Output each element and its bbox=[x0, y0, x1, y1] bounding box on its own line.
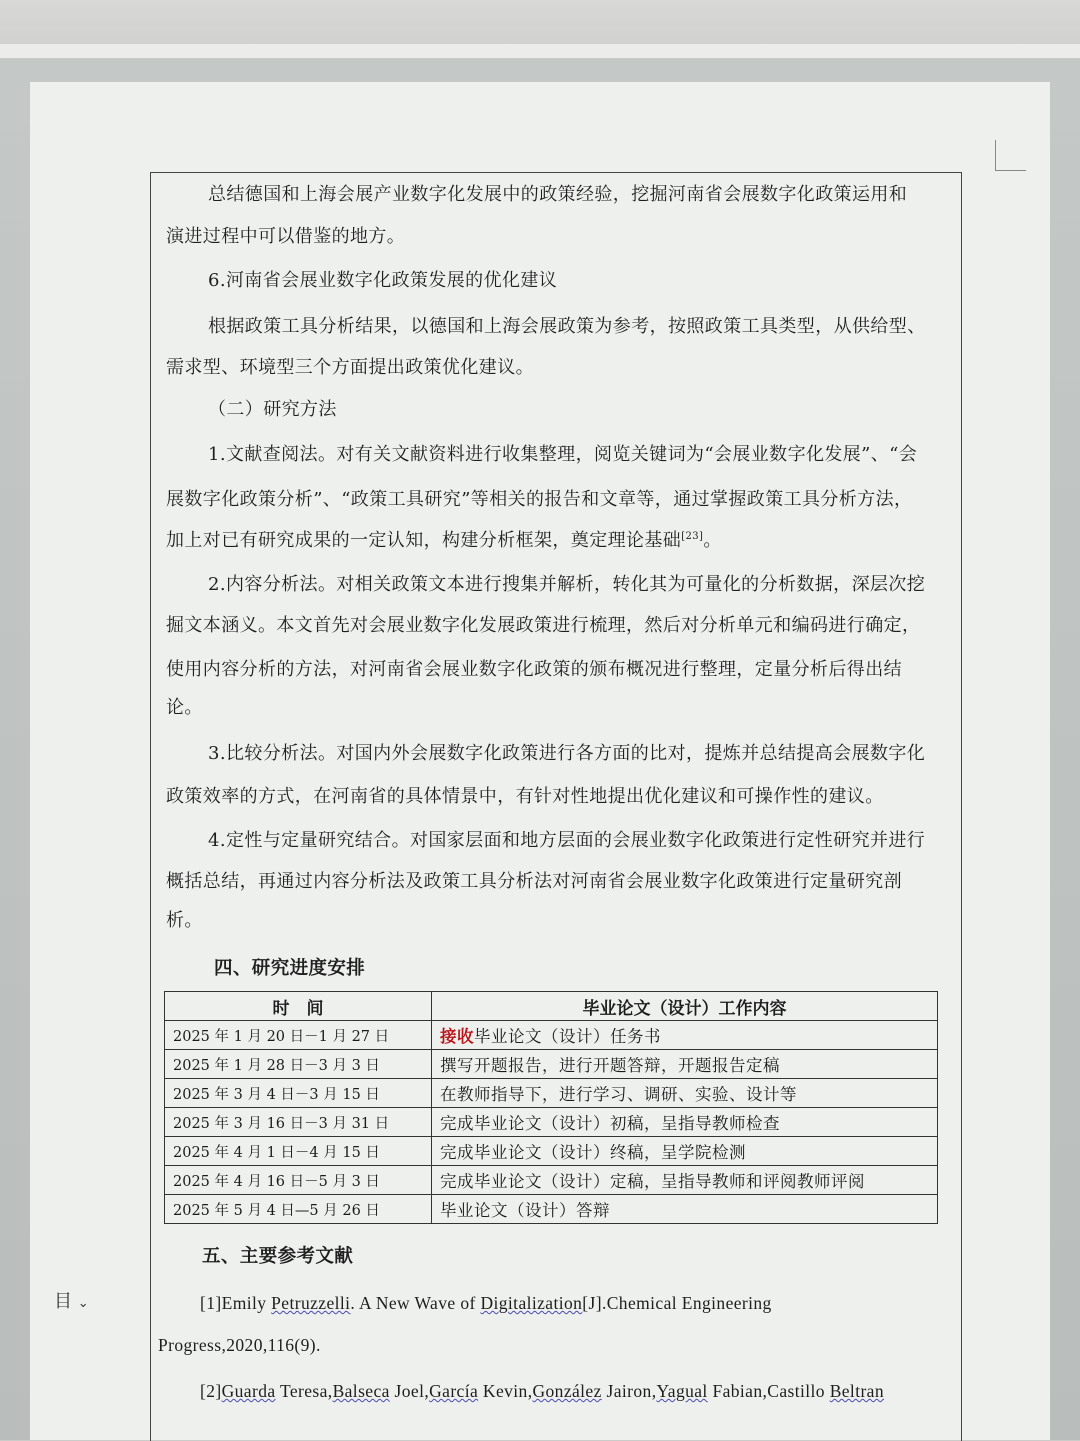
cell-time: 2025 年 1 月 28 日－3 月 3 日 bbox=[165, 1050, 432, 1079]
paragraph-line: 根据政策工具分析结果，以德国和上海会展政策为参考，按照政策工具类型，从供给型、 bbox=[208, 316, 926, 337]
citation-mark: [23] bbox=[681, 531, 704, 542]
reference-text: González bbox=[532, 1381, 602, 1401]
table-row bbox=[165, 1108, 938, 1137]
reference-text: Teresa, bbox=[275, 1381, 333, 1401]
cell-work: 毕业论文（设计）答辩 bbox=[432, 1195, 938, 1224]
subheading: 6.河南省会展业数字化政策发展的优化建议 bbox=[208, 270, 558, 291]
cell-time: 2025 年 3 月 16 日－3 月 31 日 bbox=[165, 1108, 432, 1137]
cell-work bbox=[432, 1021, 938, 1050]
paragraph-line bbox=[166, 526, 946, 552]
section-heading: 五、主要参考文献 bbox=[202, 1246, 354, 1267]
paragraph-line: 4.定性与定量研究结合。对国家层面和地方层面的会展业数字化政策进行定性研究并进行 bbox=[208, 830, 926, 851]
cell-work: 完成毕业论文（设计）初稿，呈指导教师检查 bbox=[432, 1108, 938, 1137]
paragraph-line: 论。 bbox=[166, 697, 203, 718]
subheading: （二）研究方法 bbox=[208, 399, 337, 420]
paragraph-text: 加上对已有研究成果的一定认知，构建分析框架，奠定理论基础 bbox=[166, 530, 682, 551]
section-heading: 四、研究进度安排 bbox=[214, 958, 366, 979]
reference-number: [1] bbox=[200, 1293, 222, 1313]
paragraph-line: 1.文献查阅法。对有关文献资料进行收集整理，阅览关键词为“会展业数字化发展”、“会 bbox=[208, 444, 918, 465]
monitor-bezel bbox=[0, 0, 1080, 58]
cell-time: 2025 年 3 月 4 日－3 月 15 日 bbox=[165, 1079, 432, 1108]
clipboard-icon: 目 bbox=[54, 1291, 72, 1312]
chevron-down-icon: ⌄ bbox=[77, 1296, 89, 1311]
reference-text: [J].Chemical Engineering bbox=[582, 1293, 772, 1313]
table-row bbox=[165, 1137, 938, 1166]
reference-text: Kevin, bbox=[478, 1381, 533, 1401]
cell-work: 完成毕业论文（设计）定稿，呈指导教师和评阅教师评阅 bbox=[432, 1166, 938, 1195]
reference-item[interactable] bbox=[166, 1293, 980, 1314]
reference-text: Emily bbox=[221, 1293, 272, 1313]
reference-text: Petruzzelli bbox=[271, 1293, 351, 1313]
cell-work: 完成毕业论文（设计）终稿，呈学院检测 bbox=[432, 1137, 938, 1166]
table-row bbox=[165, 1050, 938, 1079]
paragraph-line: 演进过程中可以借鉴的地方。 bbox=[166, 226, 406, 247]
paragraph-line: 析。 bbox=[166, 910, 203, 931]
paragraph-line: 概括总结，再通过内容分析法及政策工具分析法对河南省会展业数字化政策进行定量研究剖 bbox=[166, 871, 902, 892]
reference-text: Fabian,Castillo bbox=[707, 1381, 830, 1401]
paragraph-line: 使用内容分析的方法，对河南省会展业数字化政策的颁布概况进行整理，定量分析后得出结 bbox=[166, 659, 902, 680]
cell-time: 2025 年 4 月 1 日－4 月 15 日 bbox=[165, 1137, 432, 1166]
reference-text: . A New Wave of bbox=[350, 1293, 481, 1313]
paragraph-line: 政策效率的方式，在河南省的具体情景中，有针对性地提出优化建议和可操作性的建议。 bbox=[166, 786, 884, 807]
table-row bbox=[165, 1021, 938, 1050]
reference-text: Balseca bbox=[332, 1381, 390, 1401]
paragraph-line: 展数字化政策分析”、“政策工具研究”等相关的报告和文章等，通过掌握政策工具分析方法， bbox=[166, 489, 913, 510]
reference-item[interactable] bbox=[166, 1381, 980, 1402]
paragraph-line: 3.比较分析法。对国内外会展数字化政策进行各方面的比对，提炼并总结提高会展数字化 bbox=[208, 743, 926, 764]
reference-text: Yagual bbox=[656, 1381, 708, 1401]
reference-number: [2] bbox=[200, 1381, 222, 1401]
column-header-work: 毕业论文（设计）工作内容 bbox=[432, 992, 938, 1021]
table-row bbox=[165, 1195, 938, 1224]
table-row bbox=[165, 1079, 938, 1108]
table-header-row bbox=[165, 992, 938, 1021]
table-row bbox=[165, 1166, 938, 1195]
schedule-table bbox=[164, 991, 938, 1224]
paragraph-text: 。 bbox=[703, 530, 722, 551]
highlighted-text: 接收 bbox=[440, 1027, 474, 1046]
paragraph-line: 总结德国和上海会展产业数字化发展中的政策经验，挖掘河南省会展数字化政策运用和 bbox=[208, 184, 908, 205]
reference-text: Jairon, bbox=[601, 1381, 657, 1401]
page-corner-mark bbox=[995, 140, 1026, 171]
reference-text: Digitalization bbox=[480, 1293, 583, 1313]
cell-work: 撰写开题报告，进行开题答辩，开题报告定稿 bbox=[432, 1050, 938, 1079]
cell-time: 2025 年 4 月 16 日－5 月 3 日 bbox=[165, 1166, 432, 1195]
paragraph-line: 需求型、环境型三个方面提出政策优化建议。 bbox=[166, 357, 534, 378]
reference-text: Guarda bbox=[221, 1381, 276, 1401]
reference-continuation: Progress,2020,116(9). bbox=[158, 1335, 321, 1355]
paste-options-icon[interactable] bbox=[54, 1287, 89, 1313]
reference-text: Beltran bbox=[829, 1381, 884, 1401]
paragraph-line: 掘文本涵义。本文首先对会展业数字化发展政策进行梳理，然后对分析单元和编码进行确定， bbox=[166, 615, 921, 636]
reference-text: Joel, bbox=[389, 1381, 430, 1401]
paragraph-line: 2.内容分析法。对相关政策文本进行搜集并解析，转化其为可量化的分析数据，深层次挖 bbox=[208, 574, 926, 595]
reference-text: García bbox=[429, 1381, 479, 1401]
cell-work-text: 毕业论文（设计）任务书 bbox=[474, 1027, 661, 1046]
cell-time: 2025 年 5 月 4 日—5 月 26 日 bbox=[165, 1195, 432, 1224]
column-header-time: 时 间 bbox=[165, 992, 432, 1021]
cell-time: 2025 年 1 月 20 日－1 月 27 日 bbox=[165, 1021, 432, 1050]
cell-work: 在教师指导下，进行学习、调研、实验、设计等 bbox=[432, 1079, 938, 1108]
